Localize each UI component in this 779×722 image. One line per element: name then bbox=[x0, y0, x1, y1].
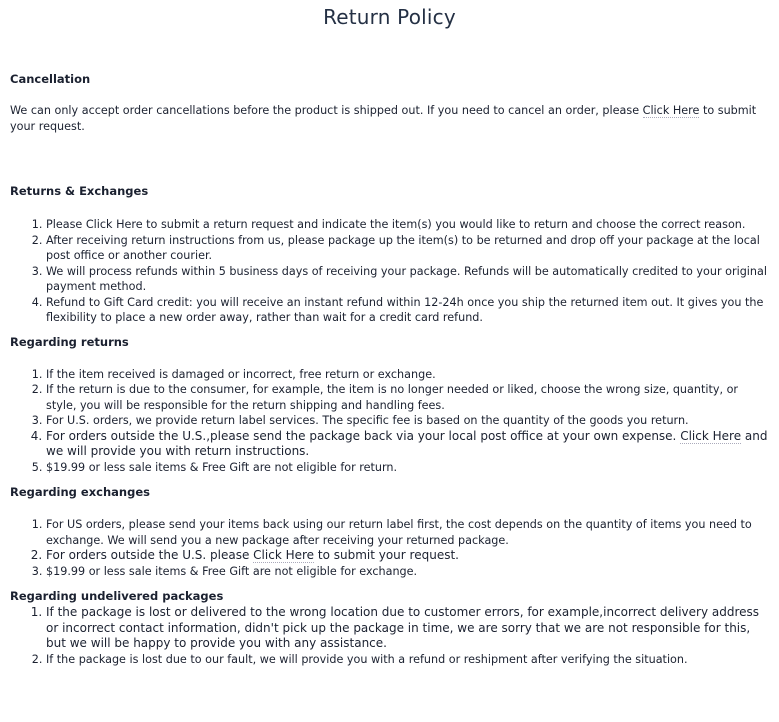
regarding-exchanges-heading: Regarding exchanges bbox=[10, 485, 150, 499]
cancellation-text-before: We can only accept order cancellations before the product is shipped out. If you need to cancel an order, please bbox=[10, 104, 643, 117]
list-item: 5. $19.99 or less sale items & Free Gift are not eligible for return. bbox=[46, 460, 769, 476]
regarding-returns-list bbox=[10, 367, 769, 476]
list-item: 1. Please Click Here to submit a return request and indicate the item(s) you would like to return and choose the correct reason. bbox=[46, 217, 769, 233]
page-title: Return Policy bbox=[323, 5, 456, 29]
cancellation-text-after: to submit your request. bbox=[10, 104, 757, 133]
list-item: 2. If the return is due to the consumer, for example, the item is no longer needed or liked, choose the wrong size, quantity, or style, you will be responsible for the return shipping and handling fees. bbox=[46, 382, 769, 413]
list-item bbox=[46, 548, 769, 564]
item4-text-after: and we will provide you with return instructions. bbox=[46, 428, 768, 458]
item4-text-before: For orders outside the U.S.,please send the package back via your local post office at your own expense. bbox=[46, 428, 681, 443]
cancellation-click-here-link[interactable]: Click Here bbox=[642, 104, 700, 117]
list-item: 2. If the package is lost due to our fault, we will provide you with a refund or reshipment after verifying the situation. bbox=[46, 652, 769, 668]
list-item bbox=[46, 429, 769, 460]
undelivered-list bbox=[10, 605, 769, 667]
undelivered-heading: Regarding undelivered packages bbox=[10, 589, 224, 603]
exchanges-click-here-link[interactable]: Click Here bbox=[253, 548, 315, 562]
returns-exchanges-heading: Returns & Exchanges bbox=[10, 184, 149, 198]
exchange-item2-after: to submit your request. bbox=[314, 548, 459, 562]
returns-click-here-link[interactable]: Click Here bbox=[680, 428, 742, 443]
list-item: 1. If the package is lost or delivered to the wrong location due to customer errors, for example,incorrect delivery address or incorrect contact information, didn't pick up the package in time, we are sorry that we are not responsible for this, but we will be happy to provide you with any assistance. bbox=[46, 605, 769, 652]
list-item: 3. We will process refunds within 5 business days of receiving your package. Refunds will be automatically credited to your original payment method. bbox=[46, 264, 769, 295]
exchange-item2-before: For orders outside the U.S. please bbox=[46, 548, 254, 562]
list-item: 1. For US orders, please send your items back using our return label first, the cost depends on the quantity of items you need to exchange. We will send you a new package after receiving your returned package. bbox=[46, 517, 769, 548]
cancellation-heading: Cancellation bbox=[10, 72, 91, 86]
returns-exchanges-list bbox=[10, 217, 769, 326]
list-item: 3. For U.S. orders, we provide return label services. The specific fee is based on the quantity of the goods you return. bbox=[46, 413, 769, 429]
regarding-returns-heading: Regarding returns bbox=[10, 334, 129, 349]
list-item: 2. After receiving return instructions from us, please package up the item(s) to be returned and drop off your package at the local post office or another courier. bbox=[46, 233, 769, 264]
cancellation-text bbox=[10, 103, 769, 134]
regarding-exchanges-list bbox=[10, 517, 769, 579]
list-item: 3. $19.99 or less sale items & Free Gift are not eligible for exchange. bbox=[46, 564, 769, 580]
list-item: 4. Refund to Gift Card credit: you will receive an instant refund within 12-24h once you ship the returned item out. It gives you the flexibility to place a new order away, rather than wait for a credit card refund. bbox=[46, 295, 769, 326]
list-item: 1. If the item received is damaged or incorrect, free return or exchange. bbox=[46, 367, 769, 383]
